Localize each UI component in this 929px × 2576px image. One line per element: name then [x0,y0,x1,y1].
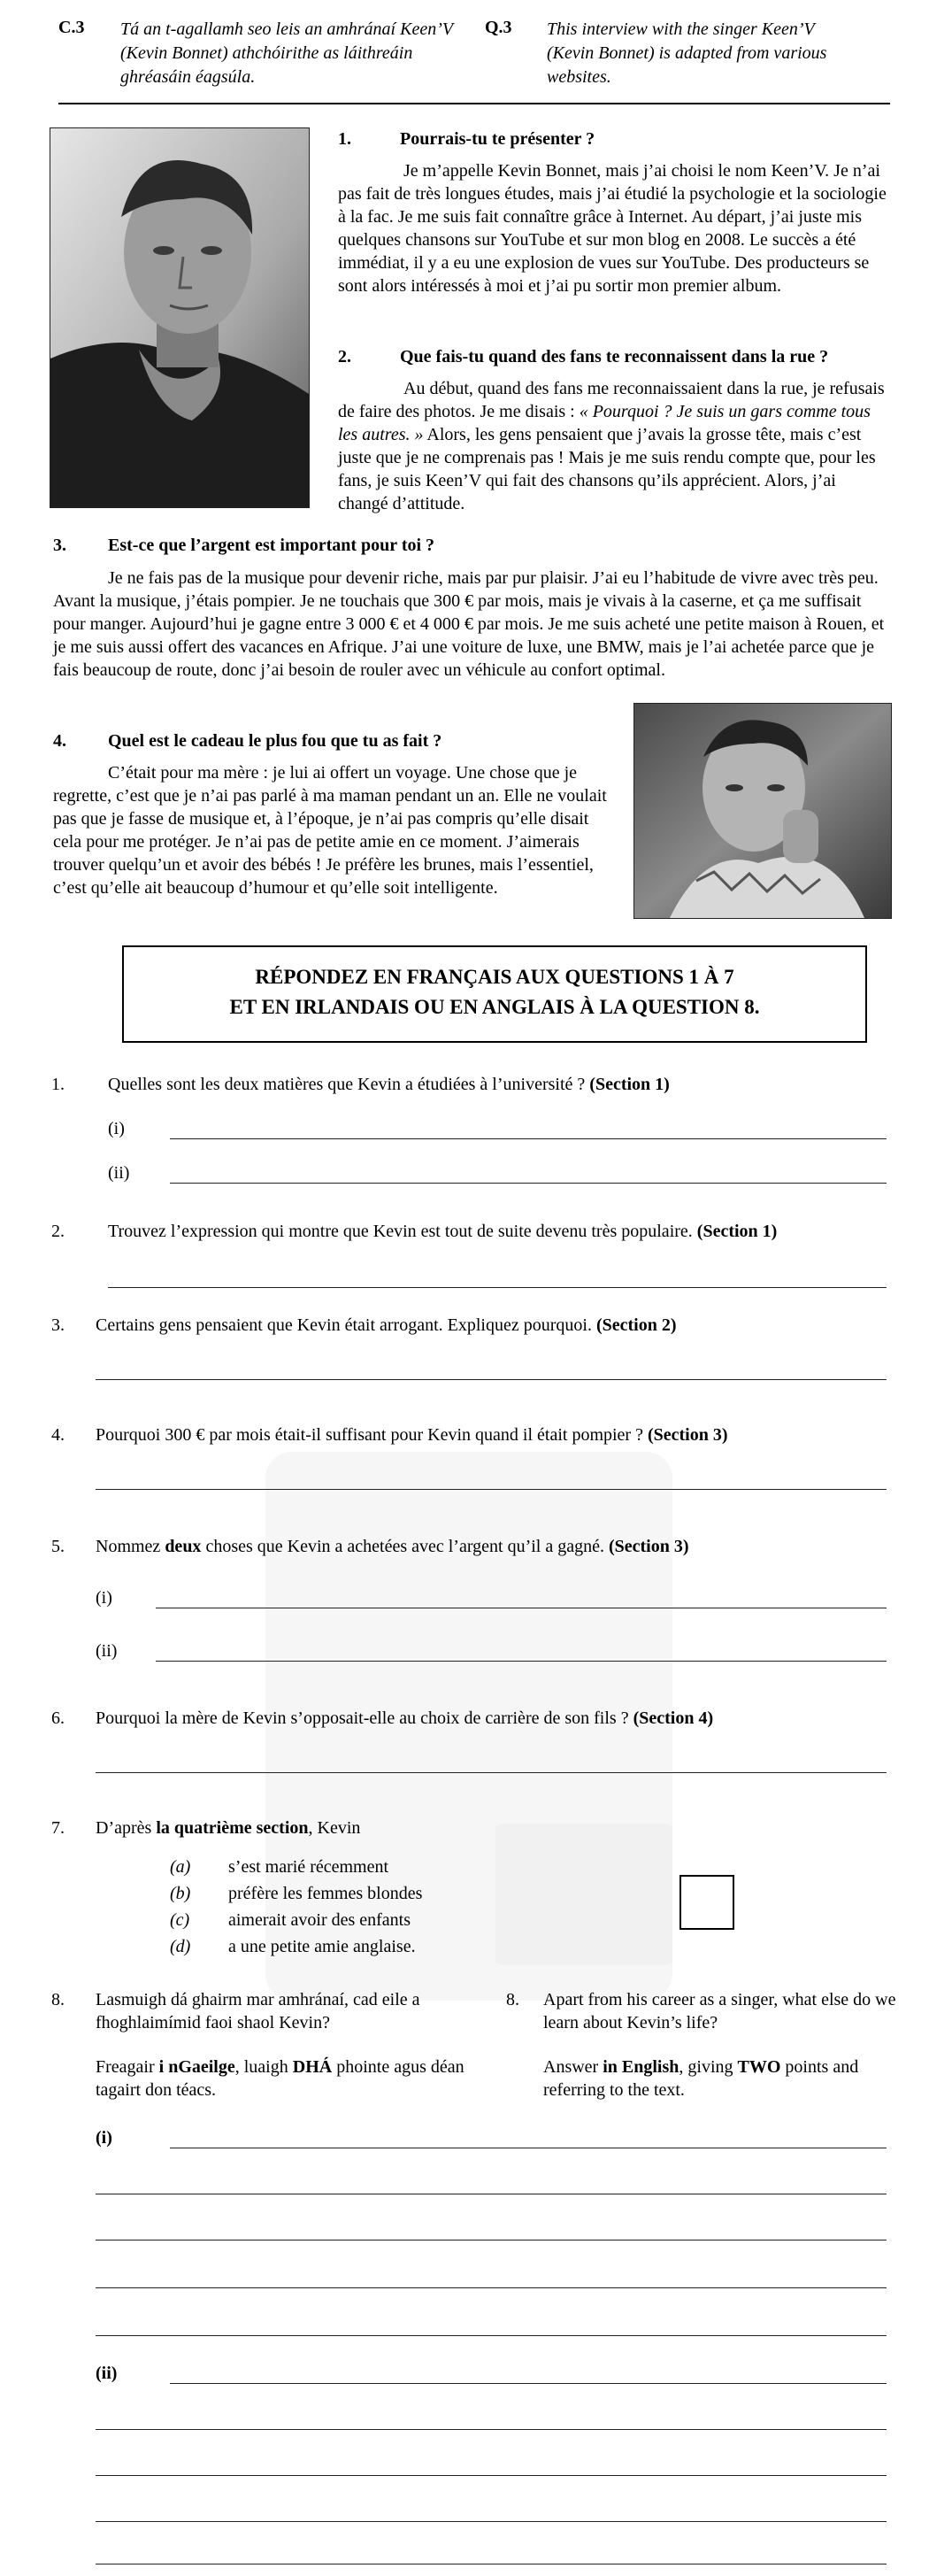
q7-option-b[interactable] [170,1884,190,1904]
q5-answer-line-ii[interactable] [156,1661,887,1662]
q5-option-ii: (ii) [96,1641,118,1661]
q7-option-c-text[interactable]: aimerait avoir des enfants [228,1910,411,1930]
q7-option-a-letter: (a) [170,1857,191,1877]
q8-irish-instructions [96,2055,485,2102]
q8-irish-number: 8. [51,1990,65,2009]
irish-question-number: C.3 [58,18,85,37]
q8-irish-question: Lasmuigh dá ghairm mar amhránaí, cad eile a fhoghlaimímid faoi shaol Kevin? [96,1990,420,2032]
q2-text [108,1220,895,1243]
q6-question: Pourquoi la mère de Kevin s’opposait-elle au choix de carrière de son fils ? [96,1708,629,1728]
section-4-title: Quel est le cadeau le plus fou que tu as fait ? [108,731,442,751]
q8-answer-line[interactable] [170,2383,887,2384]
q8-answer-line[interactable] [96,2475,887,2476]
singer-photo-2 [633,703,892,919]
q8-answer-line[interactable] [96,2240,887,2241]
q1-reference: (Section 1) [589,1075,670,1094]
q8-answer-line[interactable] [96,2429,887,2430]
q7-option-b-letter: (b) [170,1884,191,1903]
q8-english-instr-b1: in English [603,2057,679,2077]
watermark [495,1824,672,1965]
q5-question-a: Nommez [96,1537,165,1556]
section-2-quote: « Pourquoi ? Je suis un gars comme tous les autres. » [338,402,871,444]
q8-english-question: Apart from his career as a singer, what else do we learn about Kevin’s life? [543,1990,896,2032]
q4-text [96,1423,892,1446]
q8-answer-line[interactable] [96,2287,887,2288]
q8-option-i: (i) [96,2128,112,2148]
instructions-line-1: RÉPONDEZ EN FRANÇAIS AUX QUESTIONS 1 À 7 [255,966,734,988]
q8-english-instr-c: , giving [679,2057,738,2077]
q5-option-i: (i) [96,1588,112,1608]
q7-option-a[interactable] [170,1857,190,1878]
q8-english-number: 8. [506,1990,519,2009]
q2-reference: (Section 1) [696,1222,778,1241]
irish-intro: Tá an t-agallamh seo leis an amhránaí Keen’V (Kevin Bonnet) athchóirithe as láithreáin ghréasáin éagsúla. [120,19,453,87]
q8-irish-instr-b2: DHÁ [292,2057,333,2077]
q3-number: 3. [51,1315,65,1335]
q4-question: Pourquoi 300 € par mois était-il suffisant pour Kevin quand il était pompier ? [96,1425,643,1445]
q1-answer-line-ii[interactable] [170,1183,887,1184]
q8-english-instructions [543,2055,897,2102]
q7-answer-box[interactable] [679,1875,734,1930]
english-question-number: Q.3 [485,18,512,37]
q8-irish-instr-b1: i nGaeilge [158,2057,235,2077]
section-1-title: Pourrais-tu te présenter ? [400,129,595,149]
q8-english-instr-d: points and referring to the text. [543,2057,859,2100]
q7-option-c[interactable] [170,1910,189,1931]
q7-question-bold: la quatrième section [156,1818,309,1838]
q6-reference: (Section 4) [633,1708,714,1728]
q6-number: 6. [51,1708,65,1728]
q5-question-bold: deux [165,1537,202,1556]
q8-answer-line[interactable] [96,2521,887,2522]
q1-number: 1. [51,1075,65,1094]
q8-irish-instr-a: Freagair [96,2057,159,2077]
q7-option-d-letter: (d) [170,1937,191,1956]
q1-text [108,1073,887,1096]
q4-answer-line[interactable] [96,1489,887,1490]
q8-english-instr-a: Answer [543,2057,603,2077]
q1-option-i: (i) [108,1119,125,1138]
q5-number: 5. [51,1537,65,1556]
q3-reference: (Section 2) [595,1315,677,1335]
q7-question-b: , Kevin [308,1818,361,1838]
q5-question-b: choses que Kevin a achetées avec l’argent qu’il a gagné. [201,1537,604,1556]
q8-irish-instr-d: phointe agus déan tagairt don téacs. [96,2057,464,2100]
instructions-line-2: ET EN IRLANDAIS OU EN ANGLAIS À LA QUESTION 8. [229,996,760,1018]
section-1-number: 1. [338,129,351,149]
section-1-text [338,159,888,297]
q2-question: Trouvez l’expression qui montre que Kevin est tout de suite devenu très populaire. [108,1222,693,1241]
q6-text [96,1707,892,1730]
q1-option-ii: (ii) [108,1163,130,1183]
english-intro: This interview with the singer Keen’V (Kevin Bonnet) is adapted from various websites. [547,19,827,87]
q7-option-a-text[interactable]: s’est marié récemment [228,1857,389,1877]
q5-reference: (Section 3) [608,1537,689,1556]
section-3-number: 3. [53,536,66,555]
section-1-paragraph: Je m’appelle Kevin Bonnet, mais j’ai choisi le nom Keen’V. Je n’ai pas fait de très longues études, mais j’ai étudié la psychologie et la sociologie à la fac. Je me suis fait connaître grâce à Internet. Au départ, j’ai juste mis quelques chansons sur YouTube et sur mon blog en 2008. Le succès a été immédiat, il y a eu une explosion de vues sur YouTube. Des producteurs se sont alors intéressés à moi et j’ai pu sortir mon premier album. [338,161,887,296]
q6-answer-line[interactable] [96,1772,887,1773]
q4-number: 4. [51,1425,65,1445]
q7-text [96,1816,715,1839]
q5-text [96,1535,892,1558]
q7-question-a: D’après [96,1818,157,1838]
q1-answer-line-i[interactable] [170,1138,887,1139]
q2-number: 2. [51,1222,65,1241]
singer-photo [50,127,310,508]
q8-irish-instr-c: , luaigh [234,2057,293,2077]
section-3-text [53,567,890,682]
q7-option-b-text[interactable]: préfère les femmes blondes [228,1884,423,1903]
q8-english-instr-b2: TWO [737,2057,781,2077]
q7-number: 7. [51,1818,65,1838]
section-4-paragraph: C’était pour ma mère : je lui ai offert un voyage. Une chose que je regrette, c’est que je n’ai pas parlé à ma maman pendant un an. Elle ne voulait pas que je fasse de musique et, à l’époque, je n’ai pas compris qu’elle disait cela pour me protéger. Je n’ai pas de petite amie en ce moment. J’aimerais trouver quelqu’un et avoir des bébés ! Je préfère les brunes, mais l’essentiel, c’est qu’elle ait beaucoup d’humour et qu’elle soit intelligente. [53,763,607,898]
section-2-title: Que fais-tu quand des fans te reconnaissent dans la rue ? [400,347,829,366]
header-rule [58,103,890,104]
section-4-text [53,761,618,899]
section-3-paragraph: Je ne fais pas de la musique pour devenir riche, mais par pur plaisir. J’ai eu l’habitude de vivre avec très peu. Avant la musique, j’étais pompier. Je ne touchais que 300 € par mois, mais je vivais à la caserne, et ça me suffisait pour manger. Aujourd’hui je gagne entre 3 000 € et 4 000 € par mois. Je me suis acheté une petite maison à Rouen, et je me suis aussi offert des vacances en Afrique. J’ai une voiture de luxe, une BMW, mais je l’ai achetée parce que je fais beaucoup de route, donc j’ai besoin de rouler avec un véhicule au confort optimal. [53,568,885,680]
instructions-box [122,945,867,1043]
section-4-number: 4. [53,731,66,751]
q4-reference: (Section 3) [647,1425,728,1445]
q3-answer-line[interactable] [96,1379,887,1380]
q7-option-c-letter: (c) [170,1910,190,1930]
q1-question: Quelles sont les deux matières que Kevin a étudiées à l’université ? [108,1075,586,1094]
section-3-title: Est-ce que l’argent est important pour toi ? [108,536,435,555]
section-2-text-b: Alors, les gens pensaient que j’avais la grosse tête, mais c’est juste que je ne comprenais pas ! Mais je me suis rendu compte que, pour les fans, je suis Keen’V qui fait des chansons qu’ils apprécient. Alors, j’ai changé d’attitude. [338,425,876,513]
q2-answer-line[interactable] [108,1287,887,1288]
q3-text [96,1314,883,1337]
q8-answer-line[interactable] [96,2335,887,2336]
section-2-text [338,377,888,515]
section-2-number: 2. [338,347,351,366]
q8-option-ii: (ii) [96,2364,118,2383]
section-2-text-a: Au début, quand des fans me reconnaissaient dans la rue, je refusais de faire des photos. Je me disais : [338,379,885,421]
q7-option-d-text[interactable]: a une petite amie anglaise. [228,1937,416,1956]
q3-question: Certains gens pensaient que Kevin était arrogant. Expliquez pourquoi. [96,1315,592,1335]
portrait-photo-icon [50,128,309,507]
portrait-photo-icon [634,704,891,918]
q7-option-d[interactable] [170,1937,190,1957]
